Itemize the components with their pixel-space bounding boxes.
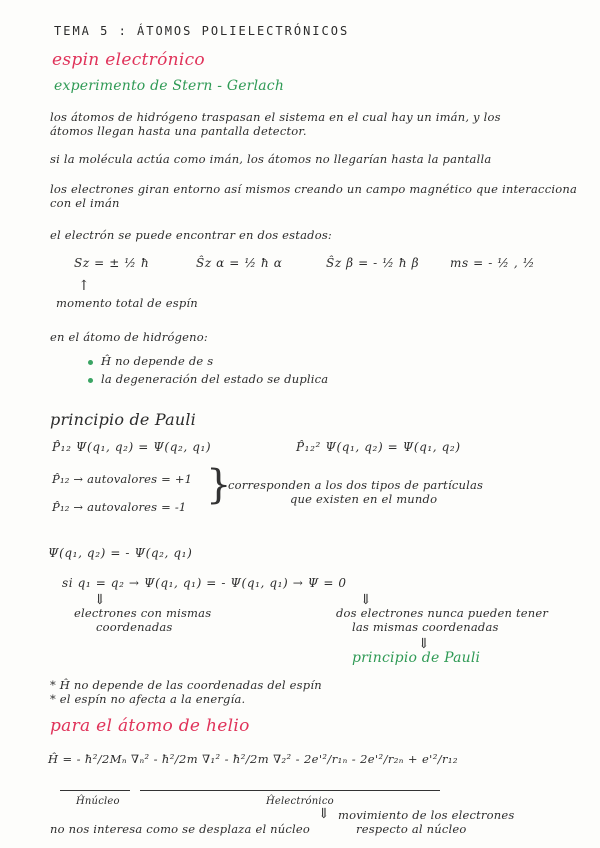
never-same-line-2: las mismas coordenadas bbox=[352, 620, 499, 634]
paragraph-1b: átomos llegan hasta una pantalla detector. bbox=[50, 124, 307, 138]
bullet-item-1 bbox=[88, 354, 213, 368]
bullet-item-2 bbox=[88, 372, 328, 386]
same-coords-line-1: electrones con mismas bbox=[74, 606, 212, 620]
note-1: * Ĥ no depende de las coordenadas del espín bbox=[50, 678, 322, 692]
electron-motion-line-2: respecto al núcleo bbox=[356, 822, 467, 836]
arrow-up-icon: ↑ bbox=[78, 278, 90, 294]
heading-stern-gerlach: experimento de Stern - Gerlach bbox=[54, 78, 285, 94]
corresponds-line-1: corresponden a los dos tipos de partículas bbox=[228, 478, 484, 492]
bullet-text-2: la degeneración del estado se duplica bbox=[101, 372, 329, 386]
h-electronico-label: Ĥelectrónico bbox=[266, 796, 334, 807]
pauli-equation-1: P̂₁₂ Ψ(q₁, q₂) = Ψ(q₂, q₁) bbox=[52, 440, 212, 454]
page-title: TEMA 5 : ÁTOMOS POLIELECTRÓNICOS bbox=[54, 24, 350, 38]
spin-equation-4: ms = - ½ , ½ bbox=[450, 256, 535, 270]
bullet-dot-icon bbox=[88, 360, 93, 365]
hydrogen-intro: en el átomo de hidrógeno: bbox=[50, 330, 208, 344]
double-arrow-down-icon: ⇓ bbox=[360, 592, 372, 608]
paragraph-1a: los átomos de hidrógeno traspasan el sistema en el cual hay un imán, y los bbox=[50, 110, 501, 124]
antisymmetry-equation: Ψ(q₁, q₂) = - Ψ(q₂, q₁) bbox=[48, 546, 193, 560]
same-coords-line-2: coordenadas bbox=[96, 620, 173, 634]
corresponds-line-2: que existen en el mundo bbox=[290, 492, 438, 506]
moment-label: momento total de espín bbox=[56, 296, 198, 310]
condition-equation: si q₁ = q₂ → Ψ(q₁, q₁) = - Ψ(q₁, q₁) → Ψ = 0 bbox=[62, 576, 347, 590]
paragraph-4: el electrón se puede encontrar en dos estados: bbox=[50, 228, 332, 242]
paragraph-3b: con el imán bbox=[50, 196, 120, 210]
bullet-text-1: Ĥ no depende de s bbox=[101, 354, 214, 368]
bullet-dot-icon bbox=[88, 378, 93, 383]
eigenvalue-line-1: P̂₁₂ → autovalores = +1 bbox=[52, 472, 193, 486]
heading-pauli: principio de Pauli bbox=[50, 410, 196, 429]
curly-brace-icon: } bbox=[206, 462, 232, 508]
eigenvalue-line-2: P̂₁₂ → autovalores = -1 bbox=[52, 500, 187, 514]
heading-spin: espin electrónico bbox=[52, 50, 205, 70]
double-arrow-down-icon: ⇓ bbox=[94, 592, 106, 608]
paragraph-3a: los electrones giran entorno así mismos creando un campo magnético que interacciona bbox=[50, 182, 578, 196]
double-arrow-down-green-icon: ⇓ bbox=[418, 636, 430, 652]
heading-helio: para el átomo de helio bbox=[50, 716, 250, 736]
never-same-line-1: dos electrones nunca pueden tener bbox=[336, 606, 549, 620]
spin-equation-3: Ŝz β = - ½ ħ β bbox=[326, 256, 420, 270]
underbrace-nucleus bbox=[60, 790, 130, 791]
nucleus-note: no nos interesa como se desplaza el núcleo bbox=[50, 822, 311, 836]
paragraph-2: si la molécula actúa como imán, los átomos no llegarían hasta la pantalla bbox=[50, 152, 492, 166]
h-nucleo-label: Ĥnúcleo bbox=[76, 796, 120, 807]
spin-equation-1: Sz = ± ½ ħ bbox=[74, 256, 150, 270]
double-arrow-down-icon: ⇓ bbox=[318, 806, 330, 822]
helium-hamiltonian: Ĥ = - ħ²/2Mₙ ∇ₙ² - ħ²/2m ∇₁² - ħ²/2m ∇₂² - 2e'²/r₁ₙ - 2e'²/r₂ₙ + e'²/r₁₂ bbox=[48, 752, 458, 766]
pauli-equation-2: P̂₁₂² Ψ(q₁, q₂) = Ψ(q₁, q₂) bbox=[296, 440, 461, 454]
note-2: * el espín no afecta a la energía. bbox=[50, 692, 246, 706]
underbrace-electronic bbox=[140, 790, 440, 791]
electron-motion-line-1: movimiento de los electrones bbox=[338, 808, 515, 822]
pauli-green-label: principio de Pauli bbox=[352, 650, 481, 666]
spin-equation-2: Ŝz α = ½ ħ α bbox=[196, 256, 283, 270]
